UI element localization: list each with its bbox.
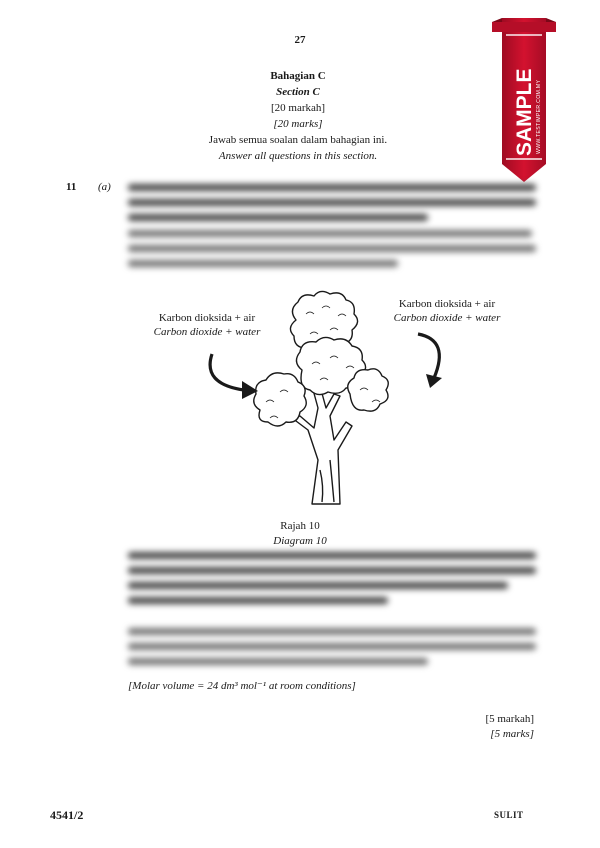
instruction-english: Answer all questions in this section. <box>218 150 378 162</box>
right-label-malay: Karbon dioksida + air <box>398 298 496 310</box>
blurred-question-text <box>124 180 544 300</box>
left-curved-arrow <box>198 348 268 408</box>
classification-label: SULIT <box>494 810 524 820</box>
diagram-caption <box>240 519 360 549</box>
section-header <box>168 68 428 164</box>
molar-volume-note: [Molar volume = 24 dm³ mol⁻¹ at room conditions] <box>128 680 356 692</box>
left-label-malay: Karbon dioksida + air <box>158 312 256 324</box>
section-marks-malay: [20 markah] <box>270 102 326 114</box>
marks-malay: [5 markah] <box>485 713 534 725</box>
paper-code: 4541/2 <box>50 808 84 822</box>
right-label-english: Carbon dioxide + water <box>393 312 501 324</box>
question-part: (a) <box>98 181 111 193</box>
caption-malay: Rajah 10 <box>280 520 320 532</box>
section-title-malay: Bahagian C <box>270 70 326 82</box>
right-curved-arrow <box>404 330 454 392</box>
sample-text: SAMPLE <box>513 68 536 156</box>
marks-english: [5 marks] <box>490 728 534 740</box>
sample-url: WWW.TESTIMPER.COM.MY <box>536 79 542 154</box>
question-number: 11 <box>66 181 77 193</box>
page-number: 27 <box>294 34 306 46</box>
sample-watermark <box>488 16 560 184</box>
instruction-malay: Jawab semua soalan dalam bahagian ini. <box>208 134 388 146</box>
section-marks-english: [20 marks] <box>273 118 323 130</box>
caption-english: Diagram 10 <box>273 535 327 547</box>
section-title-english: Section C <box>276 86 320 98</box>
marks-allocation <box>430 712 534 742</box>
blurred-instruction-text <box>124 548 544 678</box>
left-label-english: Carbon dioxide + water <box>153 326 261 338</box>
